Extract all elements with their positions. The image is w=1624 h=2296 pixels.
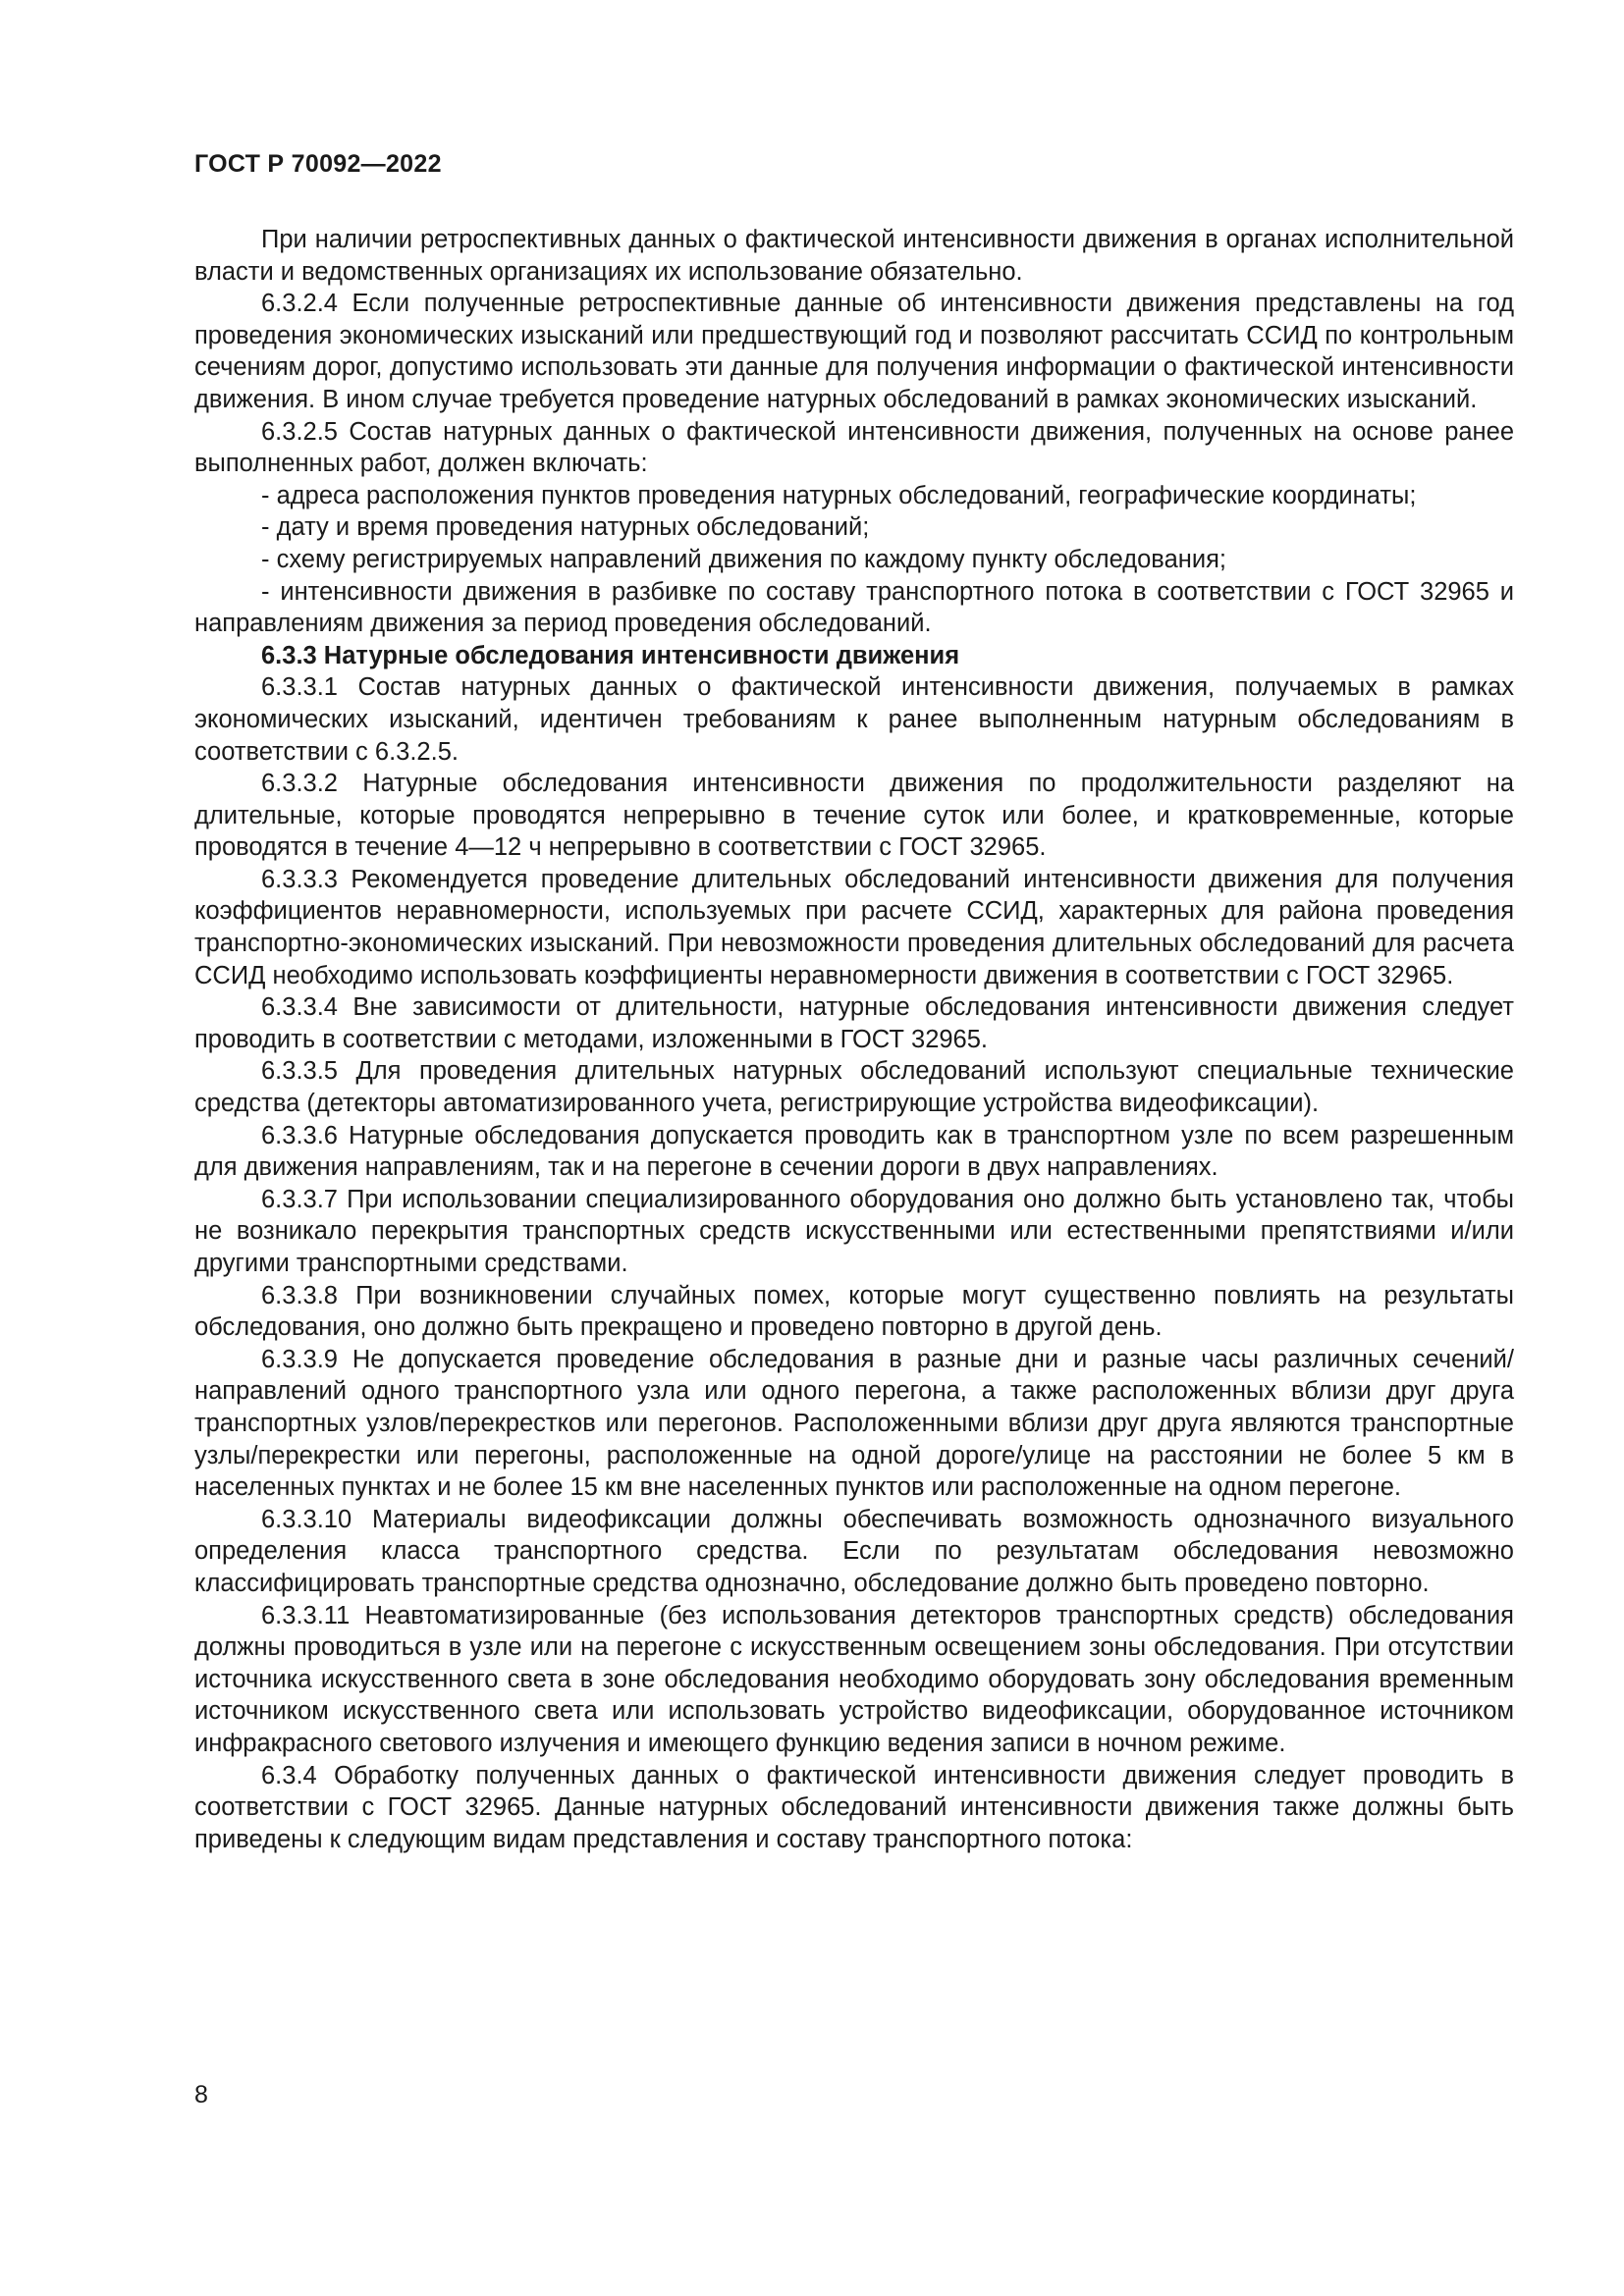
section-heading: 6.3.3 Натурные обследования интенсивности движения: [261, 641, 960, 669]
paragraph: 6.3.2.4 Если полученные ретроспективные данные об интенсивности движения представлены на год проведения экономических изысканий или предшествующий год и позволяют рассчитать ССИД по контрольным сечениям дорог, допустимо использовать эти данные для получения информации о фактической интенсивности движения. В ином случае требуется проведение натурных обследований в рамках экономических изысканий.: [194, 290, 1514, 413]
paragraph: 6.3.3.1 Состав натурных данных о фактической интенсивности движения, получаемых в рамках экономических изысканий, идентичен требованиям к ранее выполненным натурным обследованиям в соответствии с 6.3.2.5.: [194, 673, 1514, 766]
paragraph: 6.3.3.10 Материалы видеофиксации должны обеспечивать возможность однозначного визуального определения класса транспортного средства. Если по результатам обследования невозможно классифицировать транспортные средства однозначно, обследование должно быть проведено повторно.: [194, 1505, 1514, 1597]
paragraph: При наличии ретроспективных данных о фактической интенсивности движения в органах исполнительной власти и ведомственных организациях их использование обязательно.: [194, 226, 1514, 286]
list-item: - схему регистрируемых направлений движения по каждому пункту обследования;: [261, 545, 1226, 573]
document-header: ГОСТ Р 70092—2022: [194, 150, 442, 178]
paragraph: 6.3.4 Обработку полученных данных о фактической интенсивности движения следует проводить в соответствии с ГОСТ 32965. Данные натурных обследований интенсивности движения также должны быть приведены к следующим видам представления и составу транспортного потока:: [194, 1761, 1514, 1853]
page-number: 8: [194, 2081, 208, 2109]
list-item: - адреса расположения пунктов проведения натурных обследований, географические координаты;: [261, 481, 1417, 509]
document-body: [194, 224, 1514, 1855]
paragraph: 6.3.3.6 Натурные обследования допускается проводить как в транспортном узле по всем разрешенным для движения направлениям, так и на перегоне в сечении дороги в двух направлениях.: [194, 1121, 1514, 1182]
paragraph: 6.3.3.4 Вне зависимости от длительности, натурные обследования интенсивности движения следует проводить в соответствии с методами, изложенными в ГОСТ 32965.: [194, 993, 1514, 1053]
paragraph: 6.3.3.9 Не допускается проведение обследования в разные дни и разные часы различных сечений/направлений одного транспортного узла или одного перегона, а также расположенных вблизи друг друга транспортных узлов/перекрестков или перегонов. Расположенными вблизи друг друга являются транспортные узлы/перекрестки или перегоны, расположенные на одной дороге/улице на расстоянии не более 5 км в населенных пунктах и не более 15 км вне населенных пунктов или расположенные на одном перегоне.: [194, 1345, 1514, 1502]
list-item: - интенсивности движения в разбивке по составу транспортного потока в соответствии с ГОСТ 32965 и направлениям движения за период проведения обследований.: [194, 577, 1514, 638]
paragraph: 6.3.3.5 Для проведения длительных натурных обследований используют специальные технические средства (детекторы автоматизированного учета, регистрирующие устройства видеофиксации).: [194, 1057, 1514, 1118]
paragraph: 6.3.2.5 Состав натурных данных о фактической интенсивности движения, полученных на основе ранее выполненных работ, должен включать:: [194, 417, 1514, 478]
paragraph: 6.3.3.7 При использовании специализированного оборудования оно должно быть установлено так, чтобы не возникало перекрытия транспортных средств искусственными или естественными препятствиями и/или другими транспортными средствами.: [194, 1185, 1514, 1277]
paragraph: 6.3.3.3 Рекомендуется проведение длительных обследований интенсивности движения для получения коэффициентов неравномерности, используемых при расчете ССИД, характерных для района проведения транспортно-экономических изысканий. При невозможности проведения длительных обследований для расчета ССИД необходимо использовать коэффициенты неравномерности движения в соответствии с ГОСТ 32965.: [194, 865, 1514, 989]
list-item: - дату и время проведения натурных обследований;: [261, 513, 870, 542]
paragraph: 6.3.3.8 При возникновении случайных помех, которые могут существенно повлиять на результаты обследования, оно должно быть прекращено и проведено повторно в другой день.: [194, 1281, 1514, 1342]
paragraph: 6.3.3.2 Натурные обследования интенсивности движения по продолжительности разделяют на длительные, которые проводятся непрерывно в течение суток или более, и кратковременные, которые проводятся в течение 4—12 ч непрерывно в соответствии с ГОСТ 32965.: [194, 770, 1514, 862]
paragraph: 6.3.3.11 Неавтоматизированные (без использования детекторов транспортных средств) обследования должны проводиться в узле или на перегоне с искусственным освещением зоны обследования. При отсутствии источника искусственного света в зоне обследования необходимо оборудовать зону обследования временным источником искусственного света или использовать устройство видеофиксации, оборудованное источником инфракрасного светового излучения и имеющего функцию ведения записи в ночном режиме.: [194, 1601, 1514, 1757]
